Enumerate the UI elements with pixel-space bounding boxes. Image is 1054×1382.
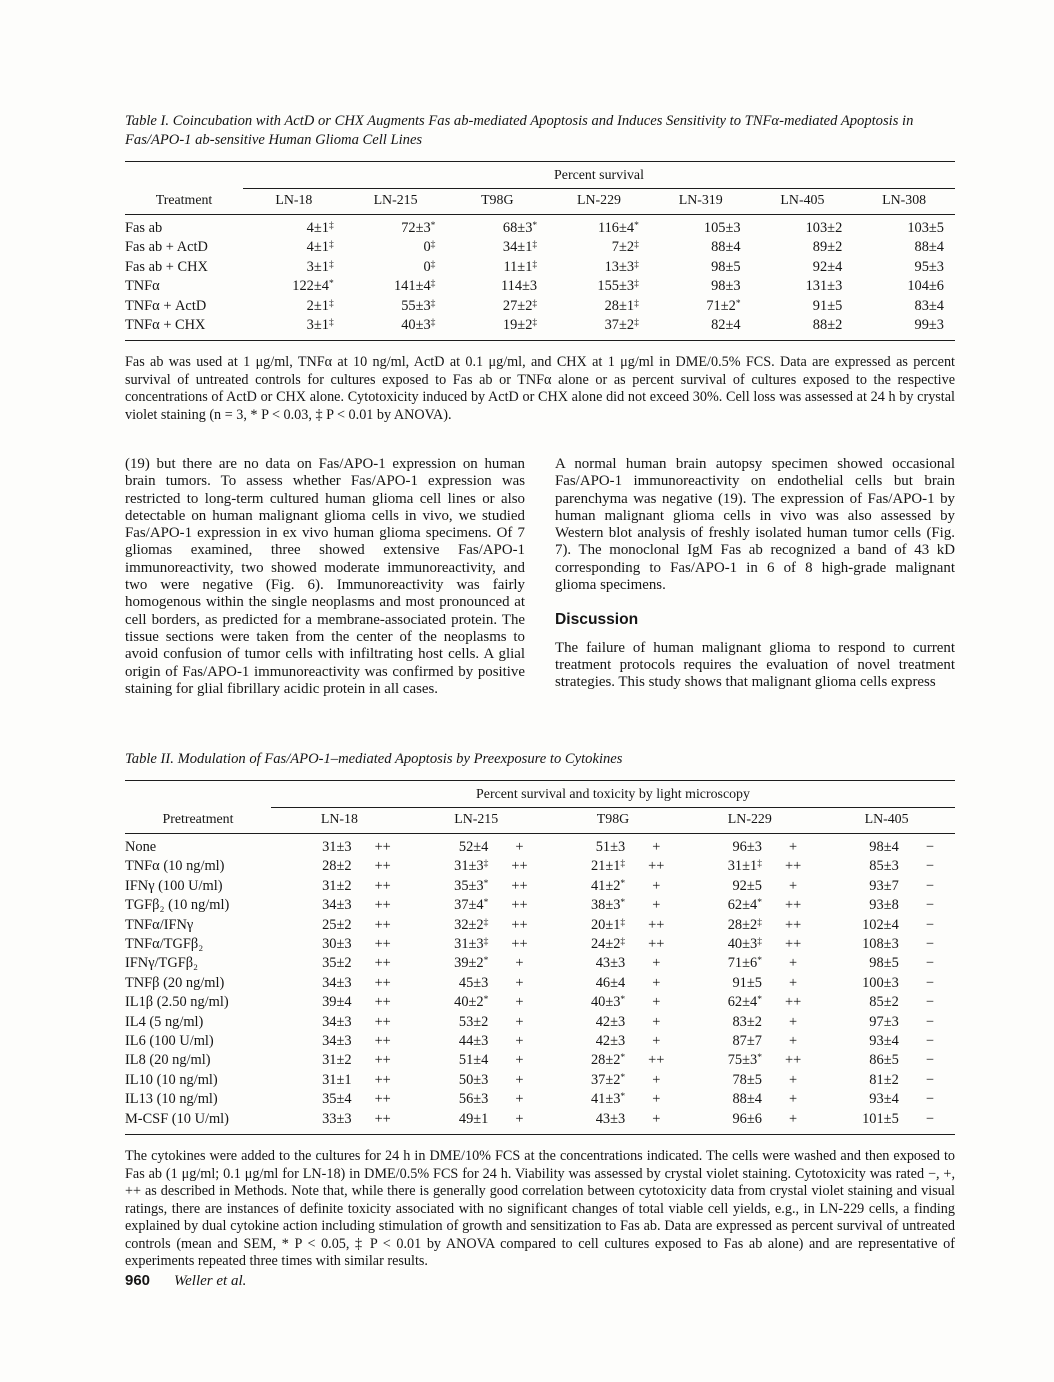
table-cell: 28±2*	[590, 1052, 626, 1069]
table-cell: 93±7	[869, 877, 899, 894]
table-cell: 7±2‡	[611, 239, 639, 256]
table-cell: ++	[784, 916, 802, 933]
table-cell: ++	[374, 877, 391, 894]
table-cell: ++	[374, 1071, 391, 1088]
table-cell: ++	[374, 1110, 391, 1127]
table-cell: 56±3	[458, 1091, 489, 1108]
table-cell: 98±3	[711, 278, 741, 295]
table-2-spanner-row	[125, 781, 955, 808]
table-cell: 52±4	[458, 839, 489, 855]
table-cell: +	[789, 1071, 798, 1088]
table-cell: 71±6*	[727, 955, 762, 972]
table-cell: +	[789, 955, 798, 972]
table-cell: ++	[648, 858, 665, 875]
table-cell: ++	[374, 974, 391, 991]
table-cell: 31±2	[322, 1052, 352, 1069]
row-label: TNFα (10 ng/ml)	[125, 858, 225, 875]
table-1-section	[125, 112, 955, 424]
table-cell: 93±4	[869, 1091, 899, 1108]
table-cell: ++	[648, 916, 665, 933]
table-cell: ++	[374, 1033, 391, 1050]
column-group-header: LN-405	[864, 812, 909, 827]
table-cell: ++	[784, 897, 802, 914]
table-2-section	[125, 750, 955, 1271]
two-column-text	[125, 456, 955, 698]
table-cell: 50±3	[458, 1071, 489, 1088]
table-cell: 83±4	[914, 297, 944, 314]
table-cell: +	[515, 974, 524, 991]
table-cell: 31±3‡	[454, 858, 489, 875]
column-header: LN-215	[373, 193, 418, 208]
table-cell: 97±3	[869, 1013, 899, 1030]
table-cell: +	[515, 1071, 524, 1088]
table-cell: 31±1	[322, 1071, 352, 1088]
table-cell: 31±3	[322, 839, 352, 855]
discussion-heading: Discussion	[555, 611, 639, 629]
table-cell: +	[789, 877, 798, 894]
table-cell: +	[652, 1091, 661, 1108]
table-row	[125, 993, 955, 1012]
column-header: LN-229	[577, 193, 621, 208]
table-cell: 51±4	[458, 1052, 489, 1069]
table-cell: 91±5	[732, 974, 762, 991]
table-cell: 51±3	[595, 839, 626, 855]
table-cell: 122±4*	[292, 278, 334, 295]
table-cell: +	[652, 1033, 661, 1050]
table-cell: ++	[374, 839, 391, 855]
table-cell: 85±3	[869, 858, 899, 875]
table-row	[125, 219, 955, 238]
table-row	[125, 277, 955, 296]
table-row	[125, 877, 955, 896]
table-1-spanner	[243, 168, 955, 189]
body-paragraph-right-2: The failure of human malignant glioma to respond to current treatment protocols requires the evaluation of novel treatment strategies. This study shows that malignant glioma cells express	[555, 639, 955, 691]
table-2-footnote: The cytokines were added to the cultures for 24 h in DME/10% FCS at the concentrations indicated. The cells were washed and then exposed to Fas ab (1 μg/ml; 0.1 μg/ml for LN-18) in DME/0.5% FCS for 24 h. Viability was assessed by crystal violet staining. Cytotoxicity was rated −, +, ++ as described in Methods. Note that, while there is generally good correlation between cytotoxicity data from crystal violet staining and visual ratings, there are instances of definite toxicity associated with no significant changes of total viable cell yields, e.g., in LN-229 cells, a finding explained by dual cytokine action including stimulation of growth and sensitization to Fas ab. Data are expressed as percent survival of untreated controls (mean and SEM, * P < 0.05, ‡ P < 0.01 by ANOVA compared to cell cultures exposed to Fas ab alone) and are representative of experiments repeated three times with similar results.	[125, 1148, 955, 1270]
table-cell: ++	[374, 897, 391, 914]
table-cell: 49±1	[458, 1110, 489, 1127]
table-cell: 78±5	[732, 1071, 762, 1088]
row-label: IL6 (100 U/ml)	[125, 1033, 214, 1050]
table-cell: 2±1‡	[306, 297, 334, 314]
table-row	[125, 1032, 955, 1051]
table-cell: 37±2‡	[604, 317, 639, 334]
body-paragraph-left: (19) but there are no data on Fas/APO-1 expression on human brain tumors. To assess whether Fas/APO-1 expression was restricted to long-term cultured human glioma cell lines or also detectable on human malignant glioma cells in vivo, we studied Fas/APO-1 expression in ex vivo human glioma specimens. Of 7 gliomas examined, three showed extensive Fas/APO-1 immunoreactivity, two showed moderate immunoreactivity, and two were negative (Fig. 6). Immunoreactivity was fairly homogenous within the single neoplasms and most pronounced at cell borders, as predicted for a membrane-associated protein. The tissue sections were taken from the center of the neoplasms to avoid confusion of tumor cells with infiltrating host cells. A glial origin of Fas/APO-1 immunoreactivity was confirmed by positive staining for glial fibrillary acidic protein in all cases.	[125, 456, 525, 697]
row-label: IL1β (2.50 ng/ml)	[125, 994, 229, 1011]
row-label: Fas ab + CHX	[125, 258, 208, 275]
table-cell: 39±2*	[454, 955, 489, 972]
table-cell: 40±3*	[590, 994, 626, 1011]
table-row	[125, 1051, 955, 1070]
table-cell: 34±1‡	[502, 239, 538, 256]
column-header: LN-18	[275, 193, 313, 208]
table-cell: ++	[374, 1091, 391, 1108]
table-cell: −	[925, 839, 934, 855]
row-label: Fas ab + ActD	[125, 239, 208, 256]
table-cell: 102±4	[862, 916, 899, 933]
table-row	[125, 1110, 955, 1129]
table-cell: 93±4	[869, 1033, 899, 1050]
table-cell: 92±5	[732, 877, 762, 894]
table-cell: −	[925, 1091, 934, 1108]
table-cell: +	[515, 1091, 524, 1108]
row-label: IL4 (5 ng/ml)	[125, 1013, 204, 1030]
page-footer	[125, 1272, 246, 1290]
table-cell: 40±3‡	[401, 317, 436, 334]
table-cell: 96±6	[732, 1110, 762, 1127]
table-cell: 83±2	[732, 1013, 762, 1030]
table-cell: 3±1‡	[306, 258, 334, 275]
table-cell: 87±7	[732, 1033, 762, 1050]
table-cell: 55±3‡	[401, 297, 436, 314]
table-cell: 11±1‡	[503, 258, 538, 275]
table-cell: 103±5	[907, 220, 944, 236]
table-1-body	[125, 215, 955, 340]
table-cell: 19±2‡	[502, 317, 538, 334]
table-cell: +	[789, 839, 798, 855]
page-number: 960	[125, 1272, 151, 1289]
table-cell: −	[925, 936, 934, 953]
table-row	[125, 1071, 955, 1090]
table-cell: ++	[511, 877, 528, 894]
table-cell: 24±2‡	[590, 936, 626, 953]
table-cell: 37±2*	[590, 1071, 626, 1088]
spanner-label: Percent survival	[554, 168, 644, 183]
table-cell: 88±4	[914, 239, 944, 256]
column-header: T98G	[481, 193, 514, 208]
table-cell: ++	[784, 994, 802, 1011]
table-2-title: Table II. Modulation of Fas/APO-1–mediated Apoptosis by Preexposure to Cytokines	[125, 751, 623, 767]
table-cell: −	[925, 1071, 934, 1088]
table-cell: 155±3‡	[597, 278, 639, 295]
column-group-header: LN-215	[454, 812, 499, 827]
table-cell: ++	[374, 936, 391, 953]
table-cell: 35±3*	[454, 877, 489, 894]
table-cell: 86±5	[869, 1052, 899, 1069]
column-header: Pretreatment	[162, 812, 234, 827]
table-cell: 141±4‡	[393, 278, 436, 295]
table-cell: +	[515, 994, 524, 1011]
table-cell: 89±2	[812, 239, 843, 256]
table-cell: 88±4	[732, 1091, 762, 1108]
table-cell: 81±2	[869, 1071, 899, 1088]
table-cell: ++	[784, 858, 802, 875]
table-cell: 13±3‡	[604, 258, 639, 275]
table-cell: 38±3*	[590, 897, 626, 914]
table-cell: 95±3	[914, 258, 944, 275]
table-cell: 88±4	[711, 239, 741, 256]
table-cell: 21±1‡	[590, 858, 626, 875]
table-row	[125, 258, 955, 277]
table-row	[125, 916, 955, 935]
table-cell: ++	[374, 1013, 391, 1030]
body-paragraph-right-1: A normal human brain autopsy specimen showed occasional Fas/APO-1 immunoreactivity on endothelial cells but brain parenchyma was negative (19). The expression of Fas/APO-1 by human malignant glioma cells in vivo was also assessed by Western blot analysis of freshly isolated human tumor cells (Fig. 7). The monoclonal IgM Fas ab recognized a band of 43 kD corresponding to Fas/APO-1 in 6 of 8 high-grade malignant glioma specimens.	[555, 456, 955, 594]
table-cell: ++	[648, 1052, 665, 1069]
row-label: Fas ab	[125, 220, 163, 236]
table-cell: +	[515, 1110, 524, 1127]
table-cell: 35±4	[322, 1091, 352, 1108]
table-cell: 20±1‡	[590, 916, 626, 933]
table-cell: 28±2	[322, 858, 352, 875]
table-cell: +	[652, 877, 661, 894]
table-cell: 105±3	[703, 220, 741, 236]
table-cell: 101±5	[862, 1110, 899, 1127]
table-cell: −	[925, 1013, 934, 1030]
table-cell: 30±3	[322, 936, 352, 953]
table-cell: 104±6	[907, 278, 944, 295]
table-1-title: Table I. Coincubation with ActD or CHX Augments Fas ab-mediated Apoptosis and Induces Sensitivity to TNFα-mediated Apoptosis in Fas/APO-1 ab-sensitive Human Glioma Cell Lines	[125, 113, 914, 148]
row-label: TNFα + CHX	[125, 317, 206, 334]
table-cell: 34±3	[322, 1013, 352, 1030]
table-row	[125, 238, 955, 257]
table-cell: ++	[511, 858, 528, 875]
table-cell: 31±3‡	[454, 936, 489, 953]
table-cell: ++	[511, 936, 528, 953]
table-cell: 25±2	[322, 916, 352, 933]
table-row	[125, 1013, 955, 1032]
table-cell: 82±4	[711, 317, 741, 334]
table-1-header-row	[125, 189, 955, 214]
table-cell: 41±2*	[590, 877, 626, 894]
table-cell: 27±2‡	[502, 297, 538, 314]
table-cell: ++	[648, 936, 665, 953]
row-label: IL8 (20 ng/ml)	[125, 1052, 211, 1069]
table-cell: 42±3	[595, 1013, 626, 1030]
table-row	[125, 838, 955, 857]
table-cell: 72±3*	[401, 220, 436, 236]
table-cell: 39±4	[322, 994, 352, 1011]
table-cell: 131±3	[805, 278, 843, 295]
table-cell: 43±3	[595, 1110, 626, 1127]
table-cell: 53±2	[458, 1013, 489, 1030]
row-label: M-CSF (10 U/ml)	[125, 1110, 229, 1127]
table-cell: +	[515, 1033, 524, 1050]
row-label: TNFα	[125, 278, 160, 295]
table-cell: 75±3*	[727, 1052, 762, 1069]
table-2-spanner	[271, 787, 955, 808]
table-cell: 34±3	[322, 974, 352, 991]
table-cell: +	[652, 1071, 661, 1088]
table-cell: −	[925, 858, 934, 875]
column-group-header: LN-18	[320, 812, 358, 827]
table-cell: −	[925, 1052, 934, 1069]
table-cell: 91±5	[812, 297, 843, 314]
table-cell: 71±2*	[706, 297, 741, 314]
table-cell: 3±1‡	[306, 317, 334, 334]
table-cell: ++	[374, 955, 391, 972]
table-cell: −	[925, 974, 934, 991]
column-group-header: T98G	[596, 812, 630, 827]
table-cell: 31±2	[322, 877, 352, 894]
table-row	[125, 857, 955, 876]
table-cell: 41±3*	[590, 1091, 626, 1108]
table-cell: 98±5	[711, 258, 741, 275]
table-cell: −	[925, 877, 934, 894]
table-cell: ++	[374, 994, 391, 1011]
table-row	[125, 954, 955, 973]
table-cell: 62±4*	[727, 994, 762, 1011]
table-cell: +	[789, 1091, 798, 1108]
table-cell: +	[652, 994, 661, 1011]
table-row	[125, 1090, 955, 1109]
table-cell: ++	[511, 897, 528, 914]
table-cell: 68±3*	[502, 220, 538, 236]
table-cell: +	[515, 1013, 524, 1030]
column-header: Treatment	[155, 193, 213, 208]
table-2-body	[125, 834, 955, 1134]
table-cell: −	[925, 897, 934, 914]
table-2-header-row	[125, 808, 955, 833]
table-cell: +	[652, 974, 661, 991]
table-cell: ++	[374, 1052, 391, 1069]
table-cell: 35±2	[322, 955, 352, 972]
table-cell: 114±3	[500, 278, 538, 295]
row-label: TNFα + ActD	[125, 297, 207, 314]
table-1-footnote: Fas ab was used at 1 μg/ml, TNFα at 10 ng/ml, ActD at 0.1 μg/ml, and CHX at 1 μg/ml in DME/0.5% FCS. Data are expressed as percent survival of untreated controls for cultures exposed to Fas ab or TNFα alone or as percent survival of cultures exposed to the respective concentrations of ActD or CHX alone. Cytotoxicity induced by ActD or CHX alone did not exceed 30%. Cell loss was assessed at 24 h by crystal violet staining (n = 3, * P < 0.03, ‡ P < 0.01 by ANOVA).	[125, 354, 955, 423]
table-cell: 98±5	[869, 955, 899, 972]
table-cell: +	[652, 839, 661, 855]
spanner-label: Percent survival and toxicity by light microscopy	[476, 787, 750, 802]
table-cell: 34±3	[322, 897, 352, 914]
table-cell: ++	[784, 936, 802, 953]
table-cell: −	[925, 955, 934, 972]
table-cell: 88±2	[812, 317, 843, 334]
table-cell: 0‡	[423, 258, 436, 275]
table-cell: +	[652, 955, 661, 972]
table-row	[125, 935, 955, 954]
table-cell: −	[925, 916, 934, 933]
table-cell: 31±1‡	[727, 858, 762, 875]
table-cell: 62±4*	[727, 897, 762, 914]
table-cell: 40±2*	[454, 994, 489, 1011]
table-cell: 37±4*	[454, 897, 489, 914]
table-cell: 116±4*	[597, 220, 639, 236]
row-label: TNFβ (20 ng/ml)	[125, 974, 225, 991]
table-cell: 93±8	[869, 897, 899, 914]
table-row	[125, 974, 955, 993]
row-label: TNFα/IFNγ	[125, 916, 194, 933]
table-cell: −	[925, 994, 934, 1011]
table-cell: 96±3	[732, 839, 762, 855]
table-cell: ++	[374, 916, 391, 933]
table-cell: 28±2‡	[727, 916, 762, 933]
table-cell: 100±3	[862, 974, 899, 991]
column-group-header: LN-229	[727, 812, 772, 827]
left-column	[125, 456, 525, 698]
table-row	[125, 297, 955, 316]
table-row	[125, 316, 955, 335]
table-cell: 42±3	[595, 1033, 626, 1050]
table-cell: −	[925, 1033, 934, 1050]
table-row	[125, 896, 955, 915]
table-cell: 34±3	[322, 1033, 352, 1050]
table-cell: 40±3‡	[727, 936, 762, 953]
table-cell: 103±2	[805, 220, 843, 236]
table-cell: 85±2	[869, 994, 899, 1011]
running-authors: Weller et al.	[174, 1273, 247, 1289]
table-cell: −	[925, 1110, 934, 1127]
row-label: IL10 (10 ng/ml)	[125, 1071, 218, 1088]
right-column	[555, 456, 955, 698]
table-cell: +	[515, 1052, 524, 1069]
table-cell: 46±4	[595, 974, 626, 991]
spanner-spacer	[125, 168, 243, 189]
table-cell: +	[789, 1110, 798, 1127]
table-cell: 43±3	[595, 955, 626, 972]
table-cell: 92±4	[812, 258, 843, 275]
row-label: IL13 (10 ng/ml)	[125, 1091, 218, 1108]
table-cell: ++	[511, 916, 528, 933]
table-cell: +	[652, 1110, 661, 1127]
table-cell: +	[789, 1013, 798, 1030]
table-cell: ++	[374, 858, 391, 875]
table-cell: +	[515, 839, 524, 855]
column-header: LN-319	[678, 193, 723, 208]
table-cell: 108±3	[862, 936, 899, 953]
column-header: LN-405	[780, 193, 825, 208]
spanner-spacer	[125, 787, 271, 808]
table-cell: 28±1‡	[604, 297, 639, 314]
row-label: TNFα/TGFβ₂	[125, 936, 204, 953]
table-cell: ++	[784, 1052, 802, 1069]
table-cell: +	[515, 955, 524, 972]
row-label: TGFβ₂ (10 ng/ml)	[125, 897, 230, 914]
table-cell: 33±3	[322, 1110, 352, 1127]
row-label: IFNγ (100 U/ml)	[125, 877, 223, 894]
table-cell: 0‡	[423, 239, 436, 256]
body-text-section	[125, 456, 955, 698]
table-cell: +	[789, 974, 798, 991]
table-cell: +	[652, 1013, 661, 1030]
table-cell: 44±3	[458, 1033, 489, 1050]
table-cell: 32±2‡	[454, 916, 489, 933]
table-cell: 45±3	[458, 974, 489, 991]
table-1-spanner-row	[125, 162, 955, 189]
row-label: IFNγ/TGFβ₂	[125, 955, 199, 972]
table-1-bottom-rule	[125, 340, 955, 341]
table-cell: 4±1‡	[306, 239, 334, 256]
table-cell: +	[789, 1033, 798, 1050]
table-cell: 99±3	[914, 317, 944, 334]
table-cell: +	[652, 897, 661, 914]
table-cell: 98±4	[869, 839, 899, 855]
table-cell: 4±1‡	[306, 220, 334, 236]
table-2-bottom-rule	[125, 1134, 955, 1135]
column-header: LN-308	[882, 193, 927, 208]
row-label: None	[125, 839, 157, 855]
